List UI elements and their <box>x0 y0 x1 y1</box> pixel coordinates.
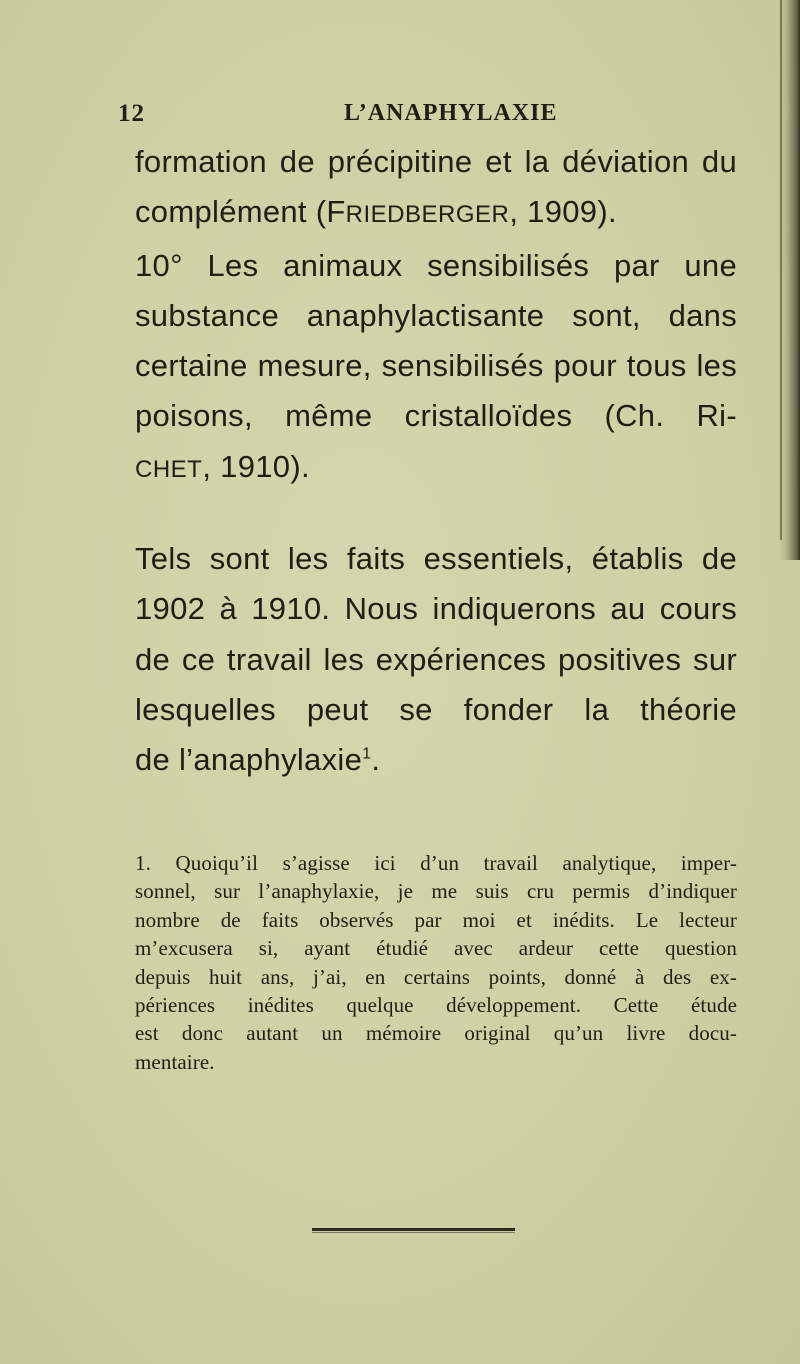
footnote-line: sonnel, sur l’anaphylaxie, je me suis cru permis d’indiquer <box>135 879 737 904</box>
text-line: poisons, même cristalloïdes (Ch. Ri- <box>135 398 737 434</box>
text-line: lesquelles peut se fonder la théorie <box>135 691 737 727</box>
footnote-line: est donc autant un mémoire original qu’un livre docu- <box>135 1021 737 1046</box>
page-edge-line <box>780 0 782 540</box>
page-number: 12 <box>118 100 145 127</box>
text-fragment: . <box>371 742 381 778</box>
text-fragment: complément (F <box>135 194 346 230</box>
end-rule-thin <box>312 1232 515 1233</box>
page-header <box>118 100 734 140</box>
footnote <box>135 849 737 1076</box>
footnote-line: mentaire. <box>135 1049 215 1074</box>
author-small-caps: CHET <box>135 455 203 483</box>
end-rule <box>312 1228 515 1231</box>
text-fragment: , 1909). <box>509 194 617 230</box>
text-line <box>135 442 737 495</box>
text-line <box>135 187 737 240</box>
text-line: 10° Les animaux sensibilisés par une <box>135 247 737 283</box>
footnote-marker: 1 <box>362 745 372 763</box>
text-line: certaine mesure, sensibilisés pour tous les <box>135 348 737 384</box>
footnote-line: depuis huit ans, j’ai, en certains points, donné à des ex- <box>135 964 737 989</box>
text-fragment: de l’anaphylaxie <box>135 742 363 778</box>
text-fragment: , 1910). <box>202 448 310 484</box>
footnote-line: nombre de faits observés par moi et inédits. Le lecteur <box>135 907 737 932</box>
text-line: de ce travail les expériences positives sur <box>135 641 737 677</box>
footnote-line: 1. Quoiqu’il s’agisse ici d’un travail analytique, imper- <box>135 851 737 875</box>
footnote-line: périences inédites quelque développement. Cette étude <box>135 992 737 1017</box>
running-title: L’ANAPHYLAXIE <box>344 100 558 126</box>
text-line: 1902 à 1910. Nous indiquerons au cours <box>135 591 737 627</box>
author-small-caps: RIEDBERGER <box>345 201 510 229</box>
paragraph-gap <box>135 495 737 534</box>
main-text <box>135 137 737 786</box>
text-line: substance anaphylactisante sont, dans <box>135 297 737 333</box>
text-line: Tels sont les faits essentiels, établis de <box>135 541 737 577</box>
footnote-line: m’excusera si, ayant étudié avec ardeur cette question <box>135 936 737 961</box>
text-line <box>135 735 737 785</box>
text-line: formation de précipitine et la déviation du <box>135 144 737 179</box>
